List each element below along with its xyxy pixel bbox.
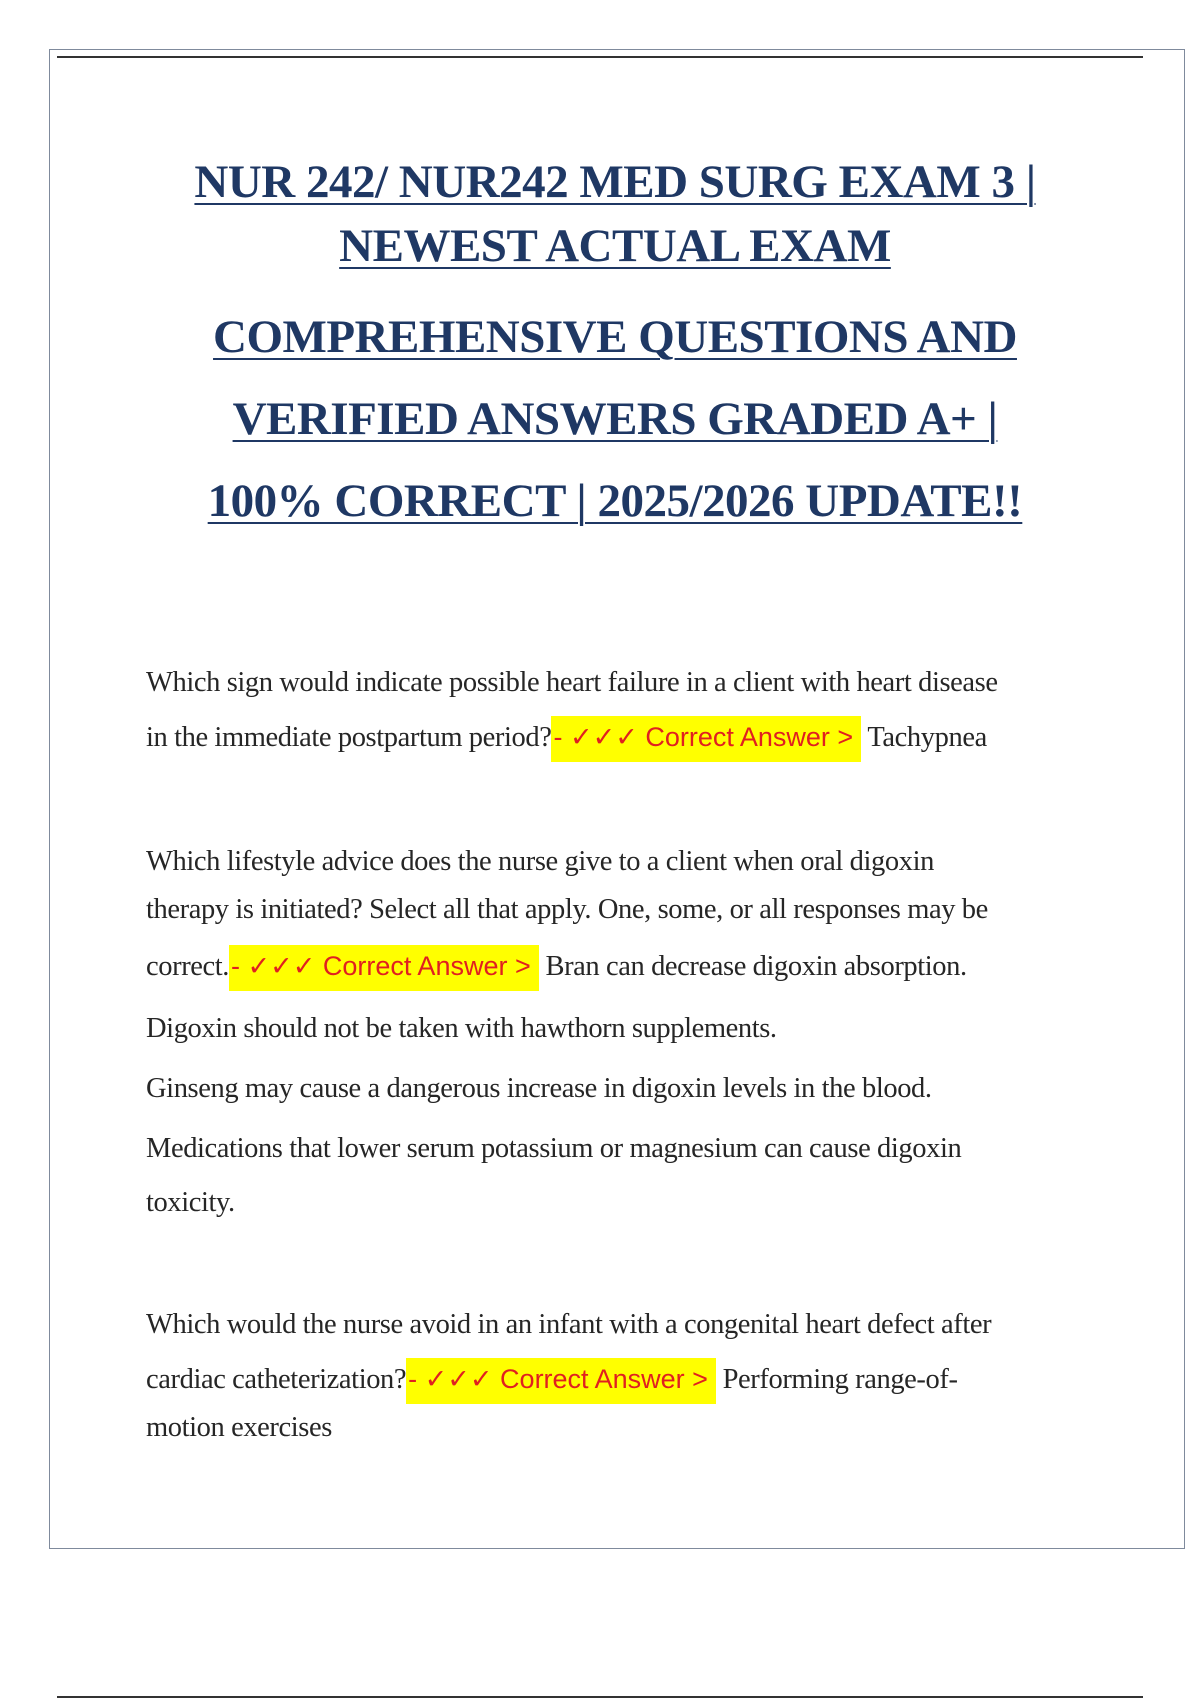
marker-label: Correct Answer > <box>492 1364 708 1394</box>
document-title <box>110 150 1120 542</box>
question-text: in the immediate postpartum period? <box>146 722 552 753</box>
answer-text: Performing range-of- <box>722 1364 958 1395</box>
title-line: NEWEST ACTUAL EXAM <box>339 220 891 272</box>
answer-text: Digoxin should not be taken with hawthorn supplements. <box>146 1013 777 1044</box>
title-line: VERIFIED ANSWERS GRADED A+ | <box>232 393 998 445</box>
question-text: correct. <box>146 951 230 982</box>
question-text: Which sign would indicate possible heart failure in a client with heart disease <box>146 667 998 698</box>
answer-text: toxicity. <box>146 1187 235 1218</box>
question-answer-line <box>146 1352 1106 1407</box>
marker-label: Correct Answer > <box>637 722 854 752</box>
question-text: Which lifestyle advice does the nurse give to a client when oral digoxin <box>146 846 934 877</box>
answer-text: Ginseng may cause a dangerous increase in digoxin levels in the blood. <box>146 1073 932 1104</box>
footer-rule <box>57 1696 1143 1698</box>
answer-text: motion exercises <box>146 1412 332 1443</box>
checkmark-icon: ✓✓✓ <box>424 1364 493 1395</box>
question-text: therapy is initiated? Select all that apply. One, some, or all responses may be <box>146 894 988 925</box>
question-answer-item <box>146 1298 1106 1449</box>
title-line: NUR 242/ NUR242 MED SURG EXAM 3 | <box>194 156 1036 208</box>
checkmark-icon: ✓✓✓ <box>569 722 638 753</box>
marker-prefix: - <box>231 951 248 981</box>
question-answer-line <box>146 710 1106 765</box>
correct-answer-marker <box>229 945 539 991</box>
question-answer-item <box>146 838 1106 1227</box>
question-text: cardiac catheterization? <box>146 1364 407 1395</box>
correct-answer-marker <box>551 716 861 762</box>
checkmark-icon: ✓✓✓ <box>247 951 316 982</box>
answer-text: Medications that lower serum potassium or magnesium can cause digoxin <box>146 1133 962 1164</box>
marker-label: Correct Answer > <box>315 951 531 981</box>
title-line: 100% CORRECT | 2025/2026 UPDATE!! <box>207 475 1023 527</box>
question-answer-line <box>146 934 1106 999</box>
answer-text: Bran can decrease digoxin absorption. <box>545 951 967 982</box>
marker-prefix: - <box>553 722 570 752</box>
marker-prefix: - <box>408 1364 425 1394</box>
correct-answer-marker <box>406 1358 716 1404</box>
title-line: COMPREHENSIVE QUESTIONS AND <box>213 311 1017 363</box>
answer-text: Tachypnea <box>867 722 987 753</box>
header-rule <box>57 56 1143 58</box>
question-text: Which would the nurse avoid in an infant with a congenital heart defect after <box>146 1309 992 1340</box>
question-answer-item <box>146 656 1106 765</box>
